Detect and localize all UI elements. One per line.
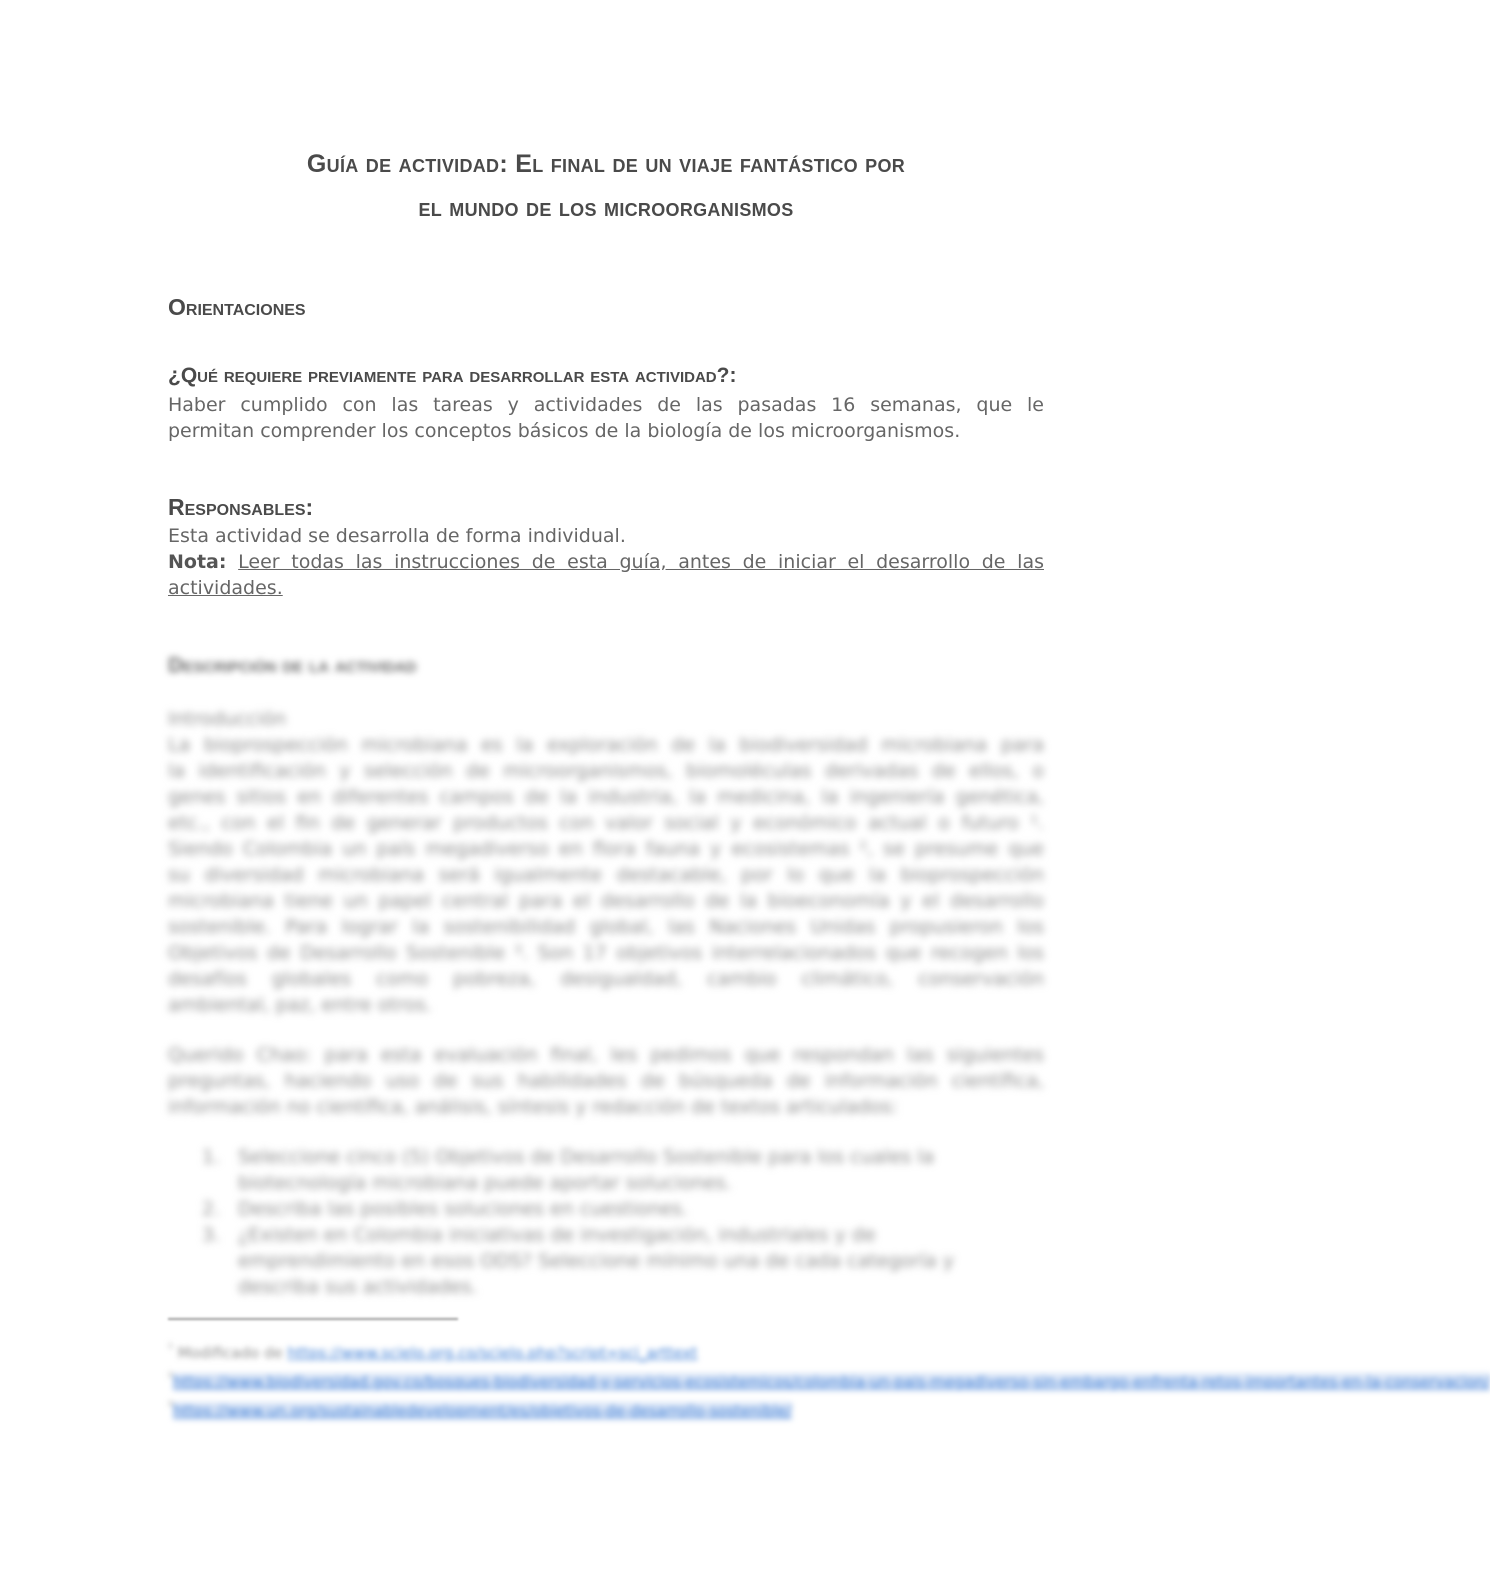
task-list <box>168 1144 1044 1300</box>
list-item-number: 1. <box>202 1146 221 1168</box>
note-line-1 <box>168 549 1044 575</box>
task-line: Querido Chao: para esta evaluación final, les pedimos que respondan las siguientes <box>168 1044 1044 1066</box>
intro-line: microbiana tiene un papel central para el desarrollo de la bioeconomía y el desarrollo <box>168 890 1044 912</box>
footnote <box>168 1394 1044 1423</box>
description-heading: Descripción de la actividad <box>168 654 417 677</box>
list-item <box>168 1144 1044 1196</box>
footnote-separator <box>168 1318 458 1320</box>
footnote-mark: ³ <box>168 1398 174 1413</box>
note-text: Leer todas las instrucciones de esta guía, antes de iniciar el desarrollo de las <box>238 551 1044 573</box>
footnote <box>168 1365 1490 1394</box>
title-line-2: el mundo de los microorganismos <box>418 194 794 222</box>
intro-line: la identificación y selección de microorganismos, biomoléculas derivadas de ellos, o <box>168 760 1044 782</box>
prereq-heading: ¿Qué requiere previamente para desarrollar esta actividad?: <box>168 364 737 387</box>
intro-line: genes sitios en diferentes campos de la industria, la medicina, la ingeniería genética, <box>168 786 1044 808</box>
list-item-text: ¿Existen en Colombia iniciativas de investigación, industriales y de <box>238 1224 876 1246</box>
note-text-continued: actividades. <box>168 577 283 599</box>
intro-line: Objetivos de Desarrollo Sostenible ³. Son 17 objetivos interrelacionados que recogen los <box>168 942 1044 964</box>
list-item-number: 3. <box>202 1224 221 1246</box>
prereq-line-1: Haber cumplido con las tareas y actividades de las pasadas 16 semanas, que le <box>168 394 1044 416</box>
footnote-mark: ² <box>168 1369 174 1384</box>
list-item-text: Seleccione cinco (5) Objetivos de Desarrollo Sostenible para los cuales la <box>238 1146 935 1168</box>
intro-line: ambiental, paz, entre otros. <box>168 994 432 1016</box>
task-line: preguntas, haciendo uso de sus habilidades de búsqueda de información científica, <box>168 1070 1044 1092</box>
document-page <box>168 0 1490 1584</box>
document-title <box>168 142 1044 230</box>
orientaciones-heading: Orientaciones <box>168 294 306 320</box>
responsables-text: Esta actividad se desarrolla de forma individual. <box>168 525 626 547</box>
responsables-heading: Responsables: <box>168 494 314 520</box>
footnote-mark: ¹ <box>168 1340 174 1355</box>
footnote-text: Modificado de <box>173 1344 288 1362</box>
footnotes <box>168 1336 1490 1423</box>
intro-label: Introducción <box>168 708 287 730</box>
intro-line: La bioprospección microbiana es la exploración de la biodiversidad microbiana para <box>168 734 1044 756</box>
list-item <box>168 1196 1044 1222</box>
intro-line: su diversidad microbiana será igualmente destacable, por lo que la bioprospección <box>168 864 1044 886</box>
title-line-1: Guía de actividad: El final de un viaje fantástico por <box>306 150 906 178</box>
intro-line: Siendo Colombia un país megadiverso en flora fauna y ecosistemas ², se presume que <box>168 838 1044 860</box>
footnote-link[interactable]: https://www.un.org/sustainabledevelopment/es/objetivos-de-desarrollo-sostenible/ <box>173 1402 792 1420</box>
list-item-text: biotecnología microbiana puede aportar soluciones. <box>238 1172 732 1194</box>
prereq-line-2: permitan comprender los conceptos básicos de la biología de los microorganismos. <box>168 420 961 442</box>
list-item-text: describa sus actividades. <box>238 1276 478 1298</box>
list-item-text: Describa las posibles soluciones en cuestiones. <box>238 1198 688 1220</box>
note-line-2 <box>168 575 1044 601</box>
list-item-text: emprendimiento en esos ODS? Seleccione mínimo una de cada categoría y <box>238 1250 954 1272</box>
intro-line: sostenible. Para lograr la sostenibilidad global, las Naciones Unidas propusieron los <box>168 916 1044 938</box>
task-line: información no científica, análisis, síntesis y redacción de textos articulados: <box>168 1096 898 1118</box>
footnote-link[interactable]: https://www.scielo.org.co/scielo.php?script=sci_arttext <box>287 1344 698 1362</box>
list-item <box>168 1222 1044 1300</box>
footnote <box>168 1336 1044 1365</box>
intro-line: etc., con el fin de generar productos con valor social y económico actual o futuro ¹. <box>168 812 1044 834</box>
note-label: Nota: <box>168 551 227 573</box>
intro-line: desafíos globales como pobreza, desigualdad, cambio climático, conservación <box>168 968 1044 990</box>
footnote-link[interactable]: https://www.biodiversidad.gov.co/bosques-biodiversidad-y-servicios-ecosistemicos/colombia-un-pais-megadiverso-sin-embargo-enfrenta-retos-importantes-en-la-conservacion/ <box>173 1373 1490 1391</box>
list-item-number: 2. <box>202 1198 221 1220</box>
